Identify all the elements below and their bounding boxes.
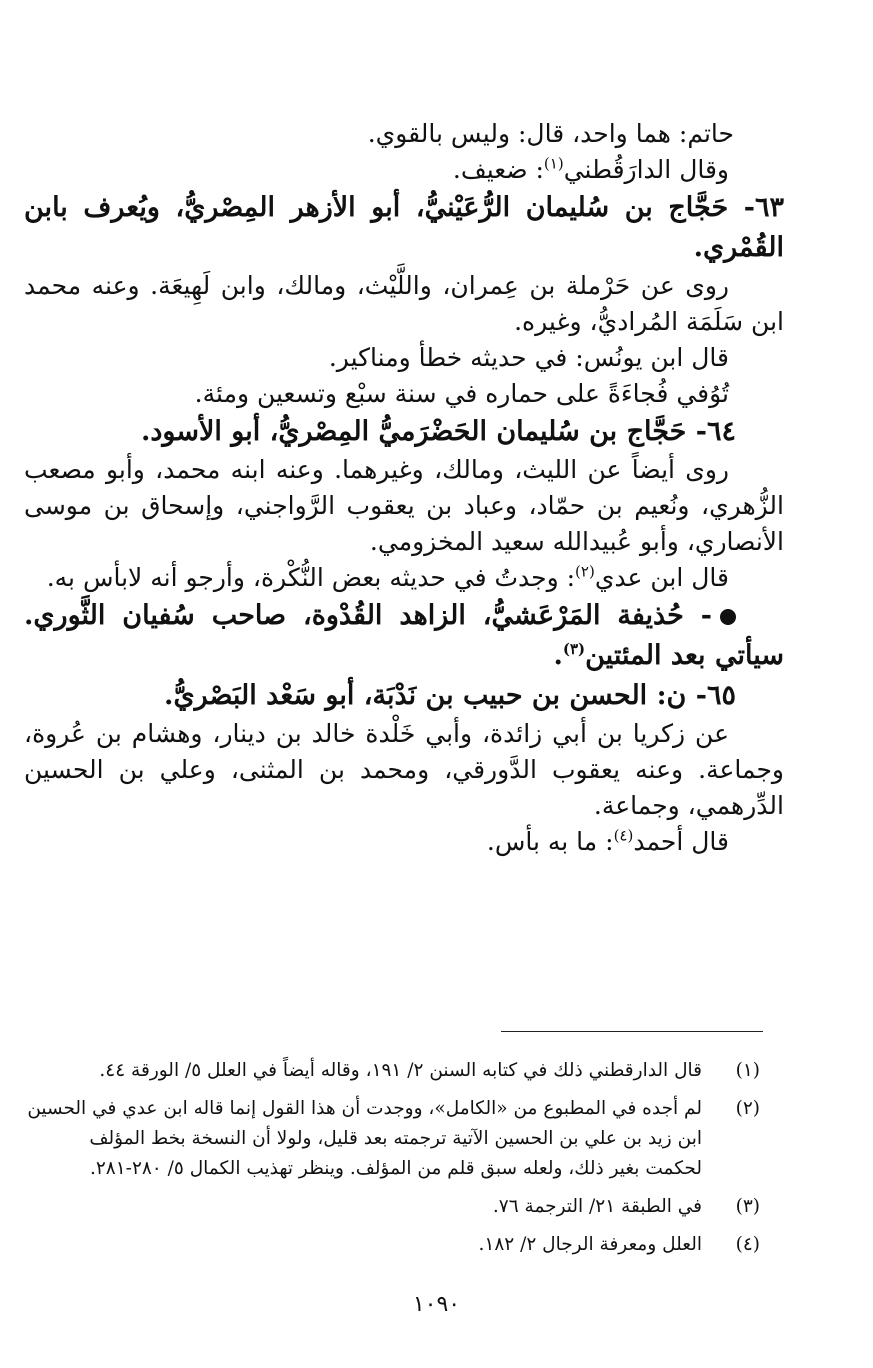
entry-heading-63-cont: القُمْري. [693,232,784,263]
text-line: قال أحمد$^{(٤)}$: ما به بأس. [486,826,729,856]
text-line: قال ابن يونُس: في حديثه خطأ ومناكير. [328,343,729,372]
text-line: تُوُفي فُجاءَةً على حماره في سنة سبْع وتسعين ومئة. [194,379,729,408]
footnotes [27,1056,760,1268]
footnote-ref: (٢) [575,562,595,581]
text-line: روى عن حَرْملة بن عِمران، واللَّيْث، ومالك، وابن لَهِيعَة. وعنه محمد [24,271,729,300]
main-text [24,116,784,860]
text-line: قال ابن عدي$^{(٢)}$: وجدتُ في حديثه بعض النُّكْرة، وأرجو أنه لابأس به. [46,562,729,592]
footnote-3 [100,1192,760,1222]
text-line: ابن سَلَمَة المُراديُّ، وغيره. [514,307,784,336]
text-line: حاتم: هما واحد، قال: وليس بالقوي. [367,119,734,148]
text-line: وقال الدارَقُطني$^{(١)}$: ضعيف. [452,154,729,184]
entry-heading-hudhayfa: - حُذيفة المَرْعَشيُّ، الزاهد القُدْوة، صاحب سُفيان الثَّوري. [24,596,784,636]
text-line: عن زكريا بن أبي زائدة، وأبي خَلْدة خالد بن دينار، وهشام بن عُروة، [24,719,729,748]
entry-heading-64: ٦٤- حَجَّاج بن سُليمان الحَضْرَميُّ المِصْريُّ، أبو الأسود. [140,416,736,447]
footnote-number: (٣) [735,1196,760,1217]
footnote-ref: (١) [543,154,564,173]
footnote-text: لم أجده في المطبوع من «الكامل»، ووجدت أن هذا القول إنما قاله ابن عدي في الحسين [27,1098,702,1119]
text-line: روى أيضاً عن الليث، ومالك، وغيرهما. وعنه ابنه محمد، وأبو مصعب [24,455,729,484]
footnote-text: العلل ومعرفة الرجال ٢/ ١٨٢. [478,1234,702,1255]
footnote-ref: (٣) [562,640,586,658]
footnote-1 [100,1056,760,1086]
entry-heading-65: ٦٥- ن: الحسن بن حبيب بن نَدْبَة، أبو سَعْد البَصْريُّ. [164,680,736,711]
footnote-number: (١) [735,1060,760,1081]
footnote-4 [100,1230,760,1260]
footnote-text: في الطبقة ٢١/ الترجمة ٧٦. [492,1196,702,1217]
footnote-number: (٤) [735,1234,760,1255]
text-line: الأنصاري، وأبو عُبيدالله سعيد المخزومي. [369,527,784,556]
footnote-divider [501,1031,763,1032]
footnote-text: ابن زيد بن علي بن الحسين الآتية ترجمته بعد قليل، ولولا أن النسخة بخط المؤلف [89,1128,702,1149]
text-line: وجماعة. وعنه يعقوب الدَّورقي، ومحمد بن المثنى، وعلي بن الحسين [24,755,784,784]
footnote-number: (٢) [735,1098,760,1119]
entry-heading-63: ٦٣- حَجَّاج بن سُليمان الرُّعَيْنيُّ، أبو الأزهر المِصْريُّ، ويُعرف بابن [24,192,784,223]
footnote-text: قال الدارقطني ذلك في كتابه السنن ٢/ ١٩١، وقاله أيضاً في العلل ٥/ الورقة ٤٤. [99,1060,702,1081]
footnote-ref: (٤) [613,826,634,845]
page-number: ١٠٩٠ [412,1292,461,1317]
text-line: سيأتي بعد المئتين$^{(٣)}$. [553,640,784,671]
footnote-text: لحكمت بغير ذلك، ولعله سبق قلم من المؤلف. وينظر تهذيب الكمال ٥/ ٢٨٠-٢٨١. [89,1158,702,1179]
text-line: الدِّرهمي، وجماعة. [593,791,784,820]
bullet-icon [720,609,736,625]
footnote-2 [27,1094,760,1184]
text-line: الزُّهري، ونُعيم بن حمّاد، وعباد بن يعقوب الرَّواجني، وإسحاق بن موسى [24,491,784,520]
